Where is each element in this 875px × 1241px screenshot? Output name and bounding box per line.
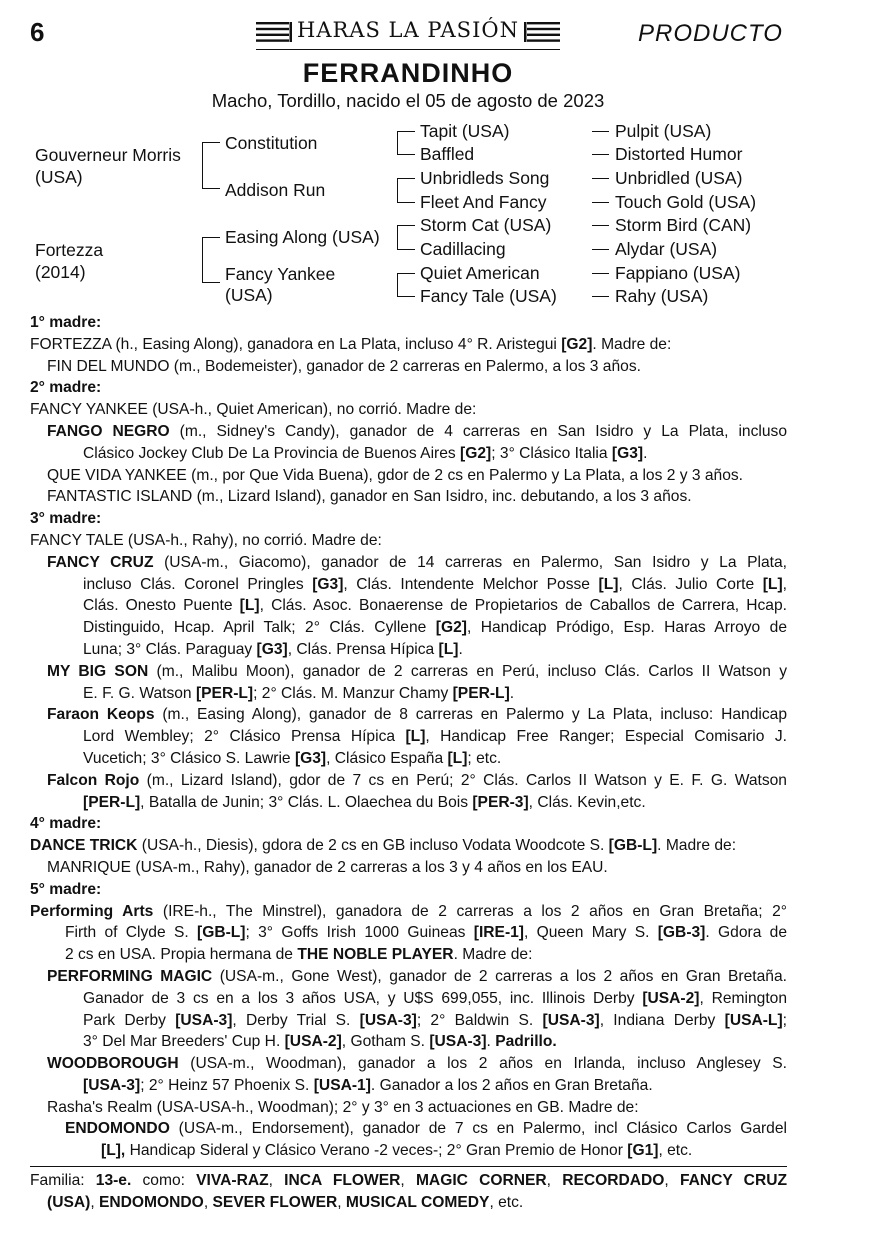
text-line: WOODBOROUGH (USA-m., Woodman), ganador a los 2 años en Irlanda, incluso Anglesey S. [47, 1055, 787, 1073]
section-heading: 5° madre: [30, 880, 102, 898]
g4-ancestor: Distorted Humor [615, 144, 743, 164]
text-line: Vucetich; 3° Clásico S. Lawrie [G3], Clásico España [L]; etc. [83, 749, 502, 767]
g4-ancestor: Storm Bird (CAN) [615, 215, 752, 235]
text-line: Distinguido, Hcap. April Talk; 2° Clás. Cyllene [G2], Handicap Pródigo, Esp. Haras Arroyo de [83, 619, 787, 637]
text-line: MY BIG SON (m., Malibu Moon), ganador de 2 carreras en Perú, incluso Clás. Carlos II Watson y [47, 662, 787, 680]
section-heading: 3° madre: [30, 510, 102, 528]
g3-ancestor: Tapit (USA) [420, 121, 510, 141]
text-line: (USA), ENDOMONDO, SEVER FLOWER, MUSICAL COMEDY, etc. [47, 1194, 524, 1211]
section-label: PRODUCTO [638, 20, 783, 47]
text-line: PERFORMING MAGIC (USA-m., Gone West), ganador de 2 carreras a los 2 años en Gran Bretaña. [47, 967, 787, 985]
pedigree-connector [202, 188, 220, 189]
text-line: ENDOMONDO (USA-m., Endorsement), ganador de 7 cs en Palermo, incl Clásico Carlos Gardel [65, 1120, 787, 1138]
pedigree-connector [397, 225, 398, 249]
dam-dam-origin: (USA) [225, 285, 273, 305]
g4-ancestor: Pulpit (USA) [615, 121, 712, 141]
text-line: Faraon Keops (m., Easing Along), ganador de 8 carreras en Palermo y La Plata, incluso: Handicap [47, 706, 787, 724]
pedigree-connector [592, 178, 609, 179]
pedigree-connector [592, 202, 609, 203]
text-line: Familia: 13-e. como: VIVA-RAZ, INCA FLOWER, MAGIC CORNER, RECORDADO, FANCY CRUZ [30, 1172, 787, 1189]
pedigree-connector [397, 273, 415, 274]
horse-description: Macho, Tordillo, nacido el 05 de agosto de 2023 [211, 90, 605, 111]
female-line-text [30, 312, 787, 1162]
text-line: [PER-L], Batalla de Junin; 3° Clás. L. Olaechea du Bois [PER-3], Clás. Kevin,etc. [83, 793, 646, 811]
family-divider [30, 1166, 787, 1167]
text-line: FORTEZZA (h., Easing Along), ganadora en La Plata, incluso 4° R. Aristegui [G2]. Madre de: [30, 335, 672, 353]
text-line: MANRIQUE (USA-m., Rahy), ganador de 2 carreras a los 3 y 4 años en los EAU. [47, 858, 608, 876]
text-line: FIN DEL MUNDO (m., Bodemeister), ganador de 2 carreras en Palermo, a los 3 años. [47, 357, 641, 375]
text-line: Performing Arts (IRE-h., The Minstrel), ganadora de 2 carreras a los 2 años en Gran Bretaña; 2° [30, 902, 787, 920]
pedigree-connector [592, 273, 609, 274]
pedigree-connector [397, 225, 415, 226]
dam-dam-name: Fancy Yankee [225, 264, 336, 284]
dam-sire: Easing Along (USA) [225, 227, 380, 247]
text-line: Ganador de 3 cs en a los 3 años USA, y U$S 699,055, inc. Illinois Derby [USA-2], Remington [83, 989, 788, 1007]
sire-dam: Addison Run [225, 180, 326, 200]
text-line: FANCY CRUZ (USA-m., Giacomo), ganador de 14 carreras en Palermo, San Isidro y La Plata, [47, 553, 788, 571]
text-line: Falcon Rojo (m., Lizard Island), gdor de 7 cs en Perú; 2° Clás. Carlos II Watson y E. F. G. Watson [47, 771, 787, 789]
text-line: DANCE TRICK (USA-h., Diesis), gdora de 2 cs en GB incluso Vodata Woodcote S. [GB-L]. Madre de: [30, 837, 737, 855]
pedigree-connector [397, 178, 415, 179]
logo-bars-left-icon [256, 22, 292, 42]
section-heading: 4° madre: [30, 815, 102, 833]
pedigree-connector [397, 249, 415, 250]
text-line: 2 cs en USA. Propia hermana de THE NOBLE PLAYER. Madre de: [65, 946, 533, 964]
text-line: FANCY YANKEE (USA-h., Quiet American), no corrió. Madre de: [30, 401, 477, 419]
horse-name: FERRANDINHO [302, 58, 514, 88]
pedigree-connector [202, 142, 203, 189]
pedigree-connector [397, 202, 415, 203]
text-line: Luna; 3° Clás. Paraguay [G3], Clás. Prensa Hípica [L]. [83, 640, 463, 658]
dam-name: Fortezza [35, 240, 104, 260]
sire-sire: Constitution [225, 133, 318, 153]
page-number: 6 [30, 17, 45, 47]
text-line: incluso Clás. Coronel Pringles [G3], Clás. Intendente Melchor Posse [L], Clás. Julio Corte [L], [83, 575, 787, 593]
pedigree-connector [592, 154, 609, 155]
pedigree-connector [397, 131, 415, 132]
pedigree-connector [592, 225, 609, 226]
pedigree-connector [397, 131, 398, 154]
g3-ancestor: Quiet American [420, 263, 540, 283]
pedigree-connector [592, 249, 609, 250]
pedigree-connector [397, 154, 415, 155]
g3-ancestor: Fleet And Fancy [420, 192, 547, 212]
g3-ancestor: Fancy Tale (USA) [420, 286, 557, 306]
pedigree-connector [592, 131, 609, 132]
sire-name: Gouverneur Morris [35, 145, 181, 165]
pedigree-connector [592, 296, 609, 297]
text-line: FANCY TALE (USA-h., Rahy), no corrió. Madre de: [30, 531, 382, 549]
g3-ancestor: Cadillacing [420, 239, 506, 259]
section-heading: 1° madre: [30, 314, 102, 331]
text-line: Rasha's Realm (USA-USA-h., Woodman); 2° y 3° en 3 actuaciones en GB. Madre de: [47, 1098, 639, 1116]
text-line: [L], Handicap Sideral y Clásico Verano -2 veces-; 2° Gran Premio de Honor [G1], etc. [101, 1142, 693, 1160]
text-line: E. F. G. Watson [PER-L]; 2° Clás. M. Manzur Chamy [PER-L]. [83, 684, 515, 702]
pedigree-connector [202, 142, 220, 143]
pedigree-connector [397, 178, 398, 202]
sire-origin: (USA) [35, 167, 83, 187]
logo-bars-right-icon [524, 22, 560, 42]
dam-year: (2014) [35, 262, 86, 282]
g4-ancestor: Touch Gold (USA) [615, 192, 757, 212]
pedigree-connector [202, 237, 220, 238]
brand-logo [256, 14, 560, 50]
text-line: FANTASTIC ISLAND (m., Lizard Island), ganador en San Isidro, inc. debutando, a los 3 años. [47, 488, 692, 506]
brand-underline [256, 49, 560, 50]
g3-ancestor: Unbridleds Song [420, 168, 550, 188]
pedigree-connector [202, 282, 220, 283]
text-line: FANGO NEGRO (m., Sidney's Candy), ganador de 4 carreras en San Isidro y La Plata, incluso [47, 422, 787, 440]
pedigree-connector [397, 296, 415, 297]
text-line: QUE VIDA YANKEE (m., por Que Vida Buena), gdor de 2 cs en Palermo y La Plata, a los 2 y 3 años. [47, 466, 744, 484]
g4-ancestor: Unbridled (USA) [615, 168, 743, 188]
text-line: Park Derby [USA-3], Derby Trial S. [USA-3]; 2° Baldwin S. [USA-3], Indiana Derby [USA-L]; [83, 1011, 787, 1029]
text-line: Firth of Clyde S. [GB-L]; 3° Goffs Irish 1000 Guineas [IRE-1], Queen Mary S. [GB-3]. Gdora de [65, 924, 788, 942]
pedigree-connector [397, 273, 398, 296]
text-line: Lord Wembley; 2° Clásico Prensa Hípica [L], Handicap Free Ranger; Especial Comisario J. [83, 728, 788, 746]
section-heading: 2° madre: [30, 379, 102, 397]
g3-ancestor: Baffled [420, 144, 475, 164]
text-line: Clás. Onesto Puente [L], Clás. Asoc. Bonaerense de Propietarios de Caballos de Carrera, Hcap. [83, 597, 787, 615]
g4-ancestor: Rahy (USA) [615, 286, 709, 306]
g3-ancestor: Storm Cat (USA) [420, 215, 552, 235]
family-text [30, 1170, 787, 1214]
text-line: 3° Del Mar Breeders' Cup H. [USA-2], Gotham S. [USA-3]. Padrillo. [83, 1033, 557, 1051]
brand-name: HARAS LA PASIÓN [297, 18, 519, 42]
pedigree-connector [202, 237, 203, 283]
text-line: Clásico Jockey Club De La Provincia de Buenos Aires [G2]; 3° Clásico Italia [G3]. [83, 444, 648, 462]
text-line: [USA-3]; 2° Heinz 57 Phoenix S. [USA-1]. Ganador a los 2 años en Gran Bretaña. [83, 1076, 653, 1094]
g4-ancestor: Fappiano (USA) [615, 263, 741, 283]
g4-ancestor: Alydar (USA) [615, 239, 718, 259]
